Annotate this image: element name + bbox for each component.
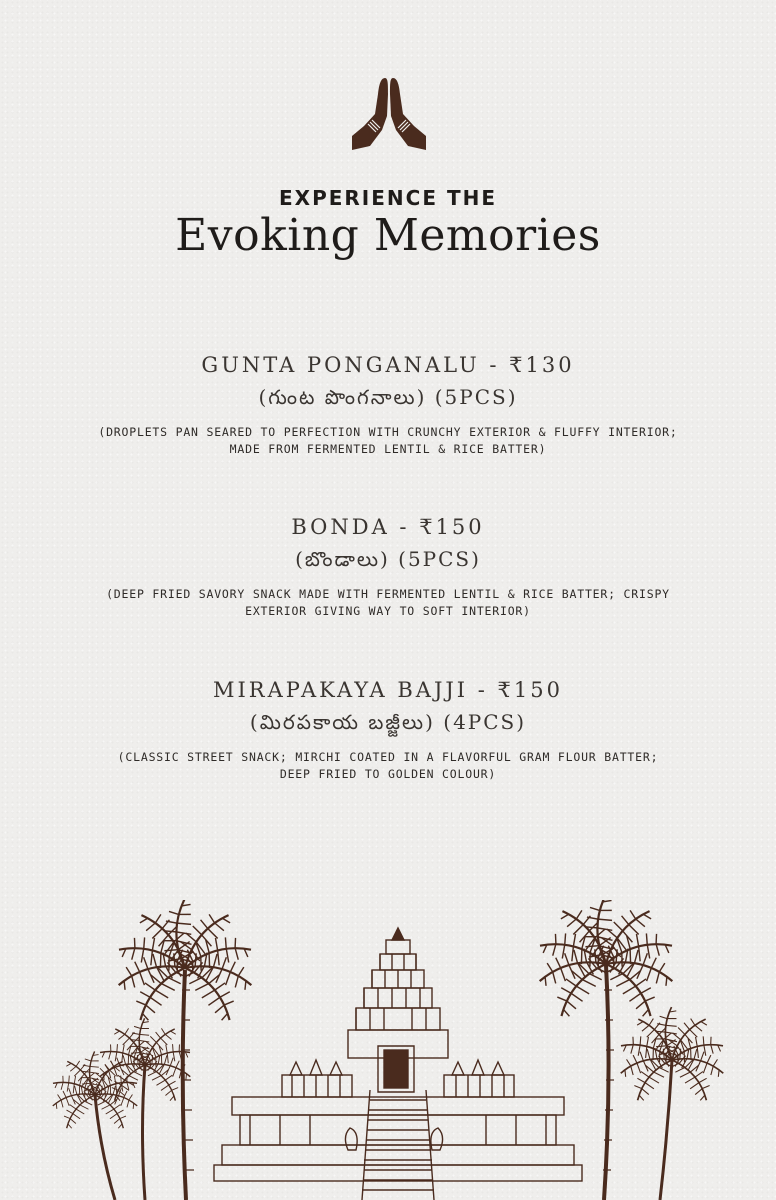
page-title: Evoking Memories	[175, 210, 601, 261]
menu-item-subtitle: (గుంట పొంగనాలు) (5PCS)	[258, 385, 518, 409]
menu-item-name: GUNTA PONGANALU - ₹130	[201, 353, 575, 377]
menu-item-name: BONDA - ₹150	[291, 515, 485, 539]
description-line: (CLASSIC STREET SNACK; MIRCHI COATED IN A FLAVORFUL GRAM FLOUR BATTER;	[117, 750, 659, 764]
description-line: DEEP FRIED TO GOLDEN COLOUR)	[279, 766, 497, 781]
menu-item	[0, 674, 776, 782]
menu-item	[0, 511, 776, 619]
description-line: MADE FROM FERMENTED LENTIL & RICE BATTER)	[229, 441, 547, 456]
menu-item-description	[88, 424, 688, 457]
namaste-hands-icon	[348, 74, 430, 154]
description-line: (DEEP FRIED SAVORY SNACK MADE WITH FERMENTED LENTIL & RICE BATTER; CRISPY	[106, 587, 670, 601]
header-eyebrow: EXPERIENCE THE	[279, 186, 497, 210]
description-line: (DROPLETS PAN SEARED TO PERFECTION WITH CRUNCHY EXTERIOR & FLUFFY INTERIOR;	[98, 425, 678, 439]
menu-item	[0, 349, 776, 457]
menu-item-description	[88, 749, 688, 782]
menu-item-subtitle: (బొండాలు) (5PCS)	[295, 547, 481, 571]
menu-item-description	[88, 586, 688, 619]
menu-item-subtitle: (మిరపకాయ బజ్జీలు) (4PCS)	[249, 710, 527, 734]
description-line: EXTERIOR GIVING WAY TO SOFT INTERIOR)	[245, 603, 531, 618]
temple-scene-illustration	[0, 900, 776, 1200]
temple-icon	[214, 928, 582, 1200]
menu-item-name: MIRAPAKAYA BAJJI - ₹150	[213, 678, 563, 702]
